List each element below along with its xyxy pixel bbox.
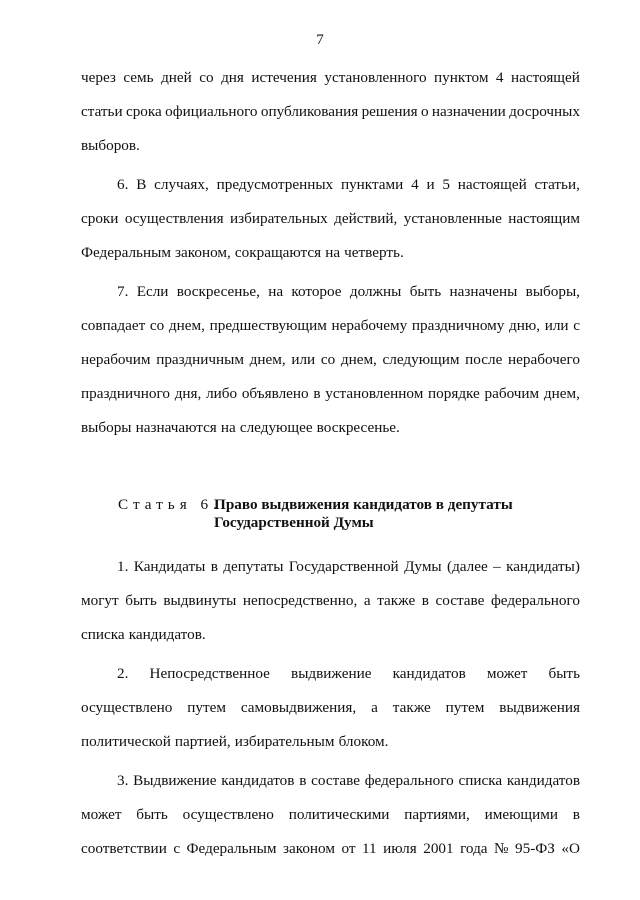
article-paragraph-3 <box>81 764 580 866</box>
text-word: также <box>392 699 431 716</box>
text-word: путем <box>445 699 485 716</box>
text-word: с <box>173 840 181 857</box>
text-word: составе <box>435 592 485 609</box>
text-word: следующим <box>382 351 460 368</box>
text-word: могут <box>81 592 119 609</box>
text-line <box>81 309 580 343</box>
text-word: в <box>421 592 429 609</box>
text-word: со <box>320 351 336 368</box>
text-word: на <box>268 283 284 300</box>
text-word: законом <box>282 840 335 857</box>
text-word: рабочим <box>484 385 540 402</box>
text-word: действий, <box>334 210 398 227</box>
text-word: быть <box>125 592 157 609</box>
text-word: 11 <box>361 840 377 857</box>
text-word: 6. <box>117 176 129 193</box>
text-word: пунктом <box>434 69 489 86</box>
text-word: статьи <box>81 103 123 120</box>
text-word: назначаются <box>135 419 217 436</box>
text-word: блоком. <box>338 733 389 750</box>
text-line <box>81 550 580 584</box>
text-word: в <box>313 385 321 402</box>
text-word: сокращаются <box>234 244 322 261</box>
text-word: законом, <box>175 244 231 261</box>
text-word: года <box>460 840 488 857</box>
text-word: соответствии <box>81 840 167 857</box>
text-word: имеющими <box>484 806 558 823</box>
text-word: установленном <box>325 385 424 402</box>
text-line <box>81 168 580 202</box>
text-word: праздничным <box>156 351 244 368</box>
text-word: Выдвижение <box>133 772 217 789</box>
text-word: решения <box>361 103 418 120</box>
text-word: партиями, <box>404 806 470 823</box>
text-line <box>81 343 580 377</box>
text-line <box>81 236 580 270</box>
text-line <box>81 275 580 309</box>
text-word: на <box>325 244 341 261</box>
text-word: четверть. <box>344 244 404 261</box>
text-word: назначении <box>431 103 506 120</box>
text-word: днем, <box>249 351 286 368</box>
text-word: воскресенье. <box>316 419 400 436</box>
text-word: Федеральным <box>186 840 277 857</box>
text-word: федерального <box>490 592 580 609</box>
text-word: самовыдвижения, <box>240 699 357 716</box>
text-line <box>81 61 580 95</box>
text-word: 4 <box>495 69 504 86</box>
text-word: пунктами <box>340 176 404 193</box>
text-word: Непосредственное <box>149 665 270 682</box>
text-word: в <box>210 558 218 575</box>
text-line <box>81 618 580 652</box>
text-word: совпадает <box>81 317 146 334</box>
article-title <box>214 496 514 532</box>
text-line <box>81 691 580 725</box>
text-word: порядке <box>428 385 480 402</box>
article-label: Статья 6. <box>118 496 222 513</box>
text-word: кандидатов <box>392 665 466 682</box>
text-word: выдвижения <box>499 699 580 716</box>
text-word: статьи, <box>534 176 580 193</box>
text-word: быть <box>409 283 442 300</box>
text-word: установленного <box>324 69 427 86</box>
text-word: Кандидаты <box>133 558 206 575</box>
text-word: а <box>363 592 371 609</box>
text-word: днем, <box>340 351 377 368</box>
text-word: быть <box>548 665 580 682</box>
text-line <box>81 798 580 832</box>
text-word: установленные <box>403 210 502 227</box>
text-word: списка <box>458 772 503 789</box>
text-word: досрочных <box>509 103 580 120</box>
text-word: непосредственно, <box>242 592 358 609</box>
text-word: выдвинуты <box>163 592 237 609</box>
text-word: выборы, <box>525 283 580 300</box>
text-word: нерабочему <box>331 317 408 334</box>
paragraph-continuation <box>81 61 580 163</box>
text-word: семь <box>123 69 154 86</box>
text-word: которое <box>291 283 342 300</box>
text-word: 5 <box>442 176 450 193</box>
text-word: избирательных <box>230 210 328 227</box>
text-word: предшествующим <box>209 317 327 334</box>
text-word: путем <box>187 699 226 716</box>
text-word: 4 <box>411 176 419 193</box>
text-word: списка <box>81 626 125 643</box>
text-word: днем, <box>168 317 205 334</box>
text-word: официального <box>165 103 258 120</box>
text-word: или <box>291 351 316 368</box>
text-line <box>81 202 580 236</box>
text-word: назначены <box>449 283 518 300</box>
text-line <box>81 832 580 866</box>
text-word: 2. <box>117 665 129 682</box>
text-word: В <box>136 176 147 193</box>
text-word: со <box>149 317 165 334</box>
article-title-line: Право выдвижения кандидатов в депутаты <box>214 496 513 513</box>
text-word: (далее <box>447 558 488 575</box>
text-line <box>81 725 580 759</box>
text-word: может <box>81 806 122 823</box>
text-line <box>81 584 580 618</box>
text-word: 7. <box>117 283 129 300</box>
text-word: кандидаты) <box>506 558 580 575</box>
text-line <box>81 377 580 411</box>
text-word: и <box>426 176 435 193</box>
text-word: Если <box>136 283 169 300</box>
text-word: нерабочего <box>508 351 580 368</box>
text-word: политической <box>81 733 171 750</box>
text-word: после <box>465 351 503 368</box>
text-word: через <box>81 69 116 86</box>
article-paragraph-1 <box>81 550 580 652</box>
text-word: кандидатов <box>506 772 580 789</box>
text-word: Думы <box>404 558 442 575</box>
text-word: выборов. <box>81 137 140 154</box>
text-word: составе <box>311 772 360 789</box>
text-word: предусмотренных <box>216 176 334 193</box>
text-word: срока <box>125 103 162 120</box>
text-word: депутаты <box>223 558 284 575</box>
text-word: осуществления <box>124 210 224 227</box>
page-number: 7 <box>316 32 324 48</box>
text-line <box>81 95 580 129</box>
text-word: быть <box>136 806 168 823</box>
text-word: избирательным <box>234 733 335 750</box>
text-line <box>81 657 580 691</box>
text-word: праздничного <box>81 385 170 402</box>
text-word: опубликования <box>260 103 359 120</box>
text-word: также <box>377 592 416 609</box>
article-paragraph-2 <box>81 657 580 759</box>
text-word: днем, <box>543 385 580 402</box>
text-word: дня, <box>174 385 202 402</box>
text-word: – <box>493 558 501 575</box>
text-word: или <box>544 317 569 334</box>
text-word: объявлено <box>241 385 309 402</box>
text-word: дней <box>161 69 192 86</box>
text-word: может <box>486 665 528 682</box>
text-word: нерабочим <box>81 351 151 368</box>
text-word: 1. <box>117 558 129 575</box>
article-heading <box>81 494 580 540</box>
text-word: 3. <box>117 772 129 789</box>
text-word: федерального <box>364 772 454 789</box>
text-word: на <box>220 419 236 436</box>
text-word: настоящей <box>457 176 527 193</box>
text-word: политическими <box>288 806 390 823</box>
text-line <box>81 129 580 163</box>
article-title-line: Государственной Думы <box>214 514 374 531</box>
text-word: дня <box>221 69 244 86</box>
text-word: кандидатов <box>221 772 295 789</box>
text-word: Государственной <box>288 558 399 575</box>
paragraph-item-6 <box>81 168 580 270</box>
text-word: Федеральным <box>81 244 171 261</box>
text-word: о <box>420 103 429 120</box>
text-word: со <box>199 69 214 86</box>
text-word: выборы <box>81 419 132 436</box>
text-word: следующее <box>239 419 313 436</box>
text-word: истечения <box>251 69 317 86</box>
text-line <box>81 411 580 445</box>
text-word: № <box>494 840 509 857</box>
text-word: кандидатов. <box>128 626 206 643</box>
text-word: воскресенье, <box>176 283 260 300</box>
text-word: праздничному <box>411 317 505 334</box>
text-word: дню, <box>509 317 541 334</box>
text-word: «О <box>561 840 580 857</box>
text-word: выдвижение <box>291 665 372 682</box>
text-word: с <box>573 317 580 334</box>
text-word: должны <box>349 283 402 300</box>
text-word: осуществлено <box>81 699 173 716</box>
text-line <box>81 764 580 798</box>
text-word: сроки <box>81 210 119 227</box>
text-word: 95-ФЗ <box>515 840 555 857</box>
text-word: в <box>299 772 307 789</box>
text-word: либо <box>206 385 238 402</box>
text-word: настоящей <box>510 69 580 86</box>
text-word: от <box>341 840 356 857</box>
text-word: осуществлено <box>182 806 274 823</box>
text-word: 2001 <box>423 840 454 857</box>
text-word: в <box>572 806 580 823</box>
paragraph-item-7 <box>81 275 580 445</box>
text-word: а <box>371 699 378 716</box>
text-word: настоящим <box>508 210 580 227</box>
document-body <box>81 61 580 866</box>
text-word: июля <box>383 840 417 857</box>
text-word: случаях, <box>154 176 209 193</box>
text-word: партией, <box>174 733 231 750</box>
